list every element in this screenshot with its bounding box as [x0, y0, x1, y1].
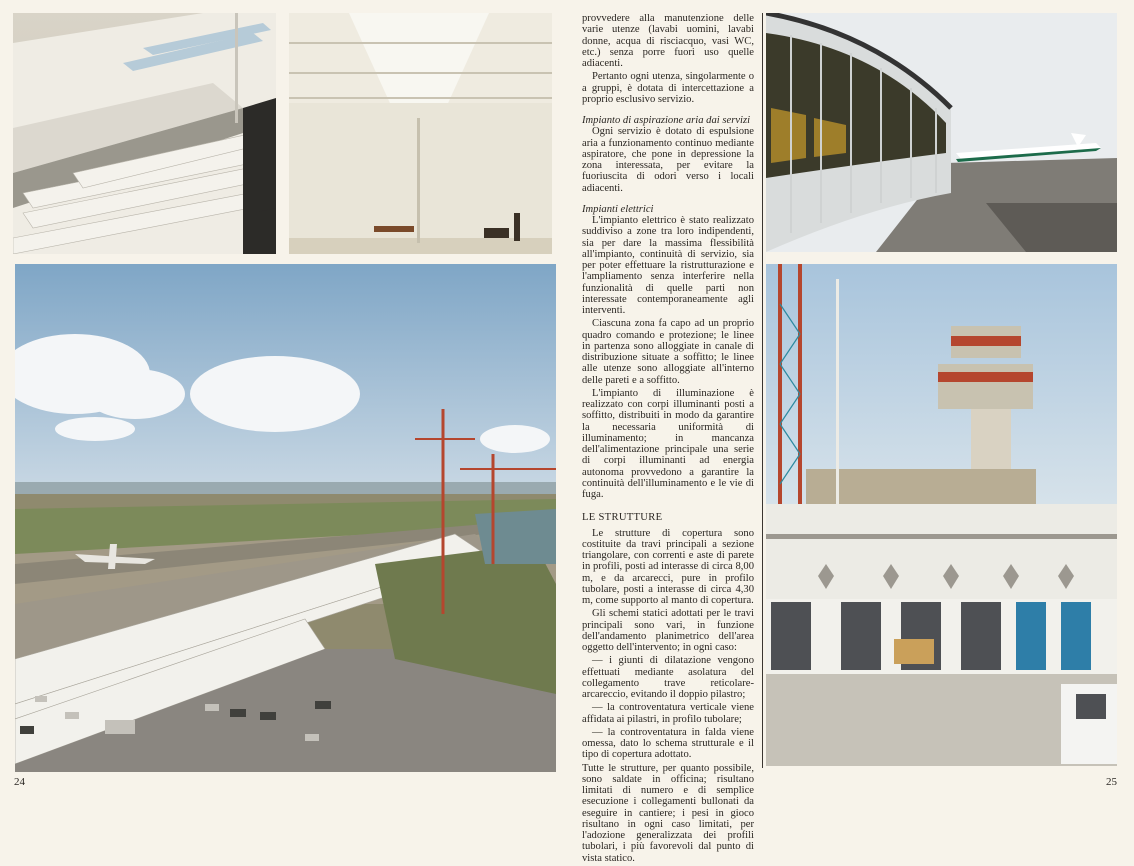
paragraph: Pertanto ogni utenza, singolarmente o a gruppi, è dotata di intercettazione a proprio esclusivo servizio. [582, 71, 754, 105]
paragraph: L'impianto elettrico è stato realizzato suddiviso a zone tra loro indipendenti, sia per dare la massima flessibilità all'impianto, continuità di servizio, sia per poter effettuare la ristrutturazione e l'ampliamento senza interferire nella funzionalità di quelle parti non interessate contemporaneamente agli interventi. [582, 215, 754, 316]
page-number-left: 24 [14, 776, 25, 788]
control-tower-photo [766, 264, 1117, 766]
paragraph: Gli schemi statici adottati per le travi principali sono vari, in funzione dell'andamento planimetrico dell'area oggetto dell'intervento; in ogni caso: [582, 608, 754, 653]
roof-skylights-photo [13, 13, 276, 254]
paragraph: Tutte le strutture, per quanto possibile, sono saldate in officina; risultano limitati di numero e di semplice esecuzione i collegamenti bullonati da eseguire in cantiere; i pesi in gioco risultano in ogni caso limitati, per l'adozione generalizzata dei profili tubolari, i più favorevoli dal punto di vista statico. [582, 762, 754, 864]
list-item: — la controventatura in falda viene omessa, dato lo schema strutturale e il tipo di copertura adottato. [582, 726, 754, 761]
paragraph: L'impianto di illuminazione è realizzato con corpi illuminanti posti a soffitto, distribuiti in modo da garantire la necessaria uniformità di illuminamento; in mancanza dell'alimentazione principale una serie di corpi illuminanti ad energia autonoma provvedono a garantire la continuità dell'illuminamento e le vie di fuga. [582, 387, 754, 500]
page-number-right: 25 [1106, 776, 1117, 788]
column-divider [762, 13, 763, 768]
aerial-terminal-photo [15, 264, 556, 772]
list-item: — i giunti di dilatazione vengono effettuati mediante asolatura del collegamento trave reticolare-arcareccio, evitando il doppio pilastro; [582, 655, 754, 700]
paragraph: Ciascuna zona fa capo ad un proprio quadro comando e protezione; le linee in partenza sono alloggiate in canale di distribuzione situate a soffitto; le linee alle utenze sono alloggiate all'interno delle pareti e a soffitto. [582, 318, 754, 386]
paragraph: Ogni servizio è dotato di espulsione aria a funzionamento continuo mediante aspiratore, che pone in depressione la zona interessata, per evitare la fuoriuscita di odori verso i locali adiacenti. [582, 126, 754, 194]
terminal-interior-photo [289, 13, 552, 254]
section-heading: LE STRUTTURE [582, 512, 663, 524]
article-column [582, 13, 754, 866]
curved-glass-facade-photo [766, 13, 1117, 252]
paragraph: Le strutture di copertura sono costituite da travi principali a sezione triangolare, con correnti e aste di parete in profili, posti ad interasse di circa 8,00 m, e da arcarecci, pure in profilo tubolare, posti a interasse di circa 4,30 m, come supporto al manto di copertura. [582, 527, 754, 606]
subheading: Impianto di aspirazione aria dai servizi [582, 115, 751, 126]
paragraph: provvedere alla manutenzione delle varie utenze (lavabi uomini, lavabi donne, acqua di risciacquo, vasi WC, etc.) senza porre fuori uso quelle adiacenti. [582, 13, 754, 69]
subheading: Impianti elettrici [582, 203, 654, 215]
list-item: — la controventatura verticale viene affidata ai pilastri, in profilo tubolare; [582, 702, 754, 725]
